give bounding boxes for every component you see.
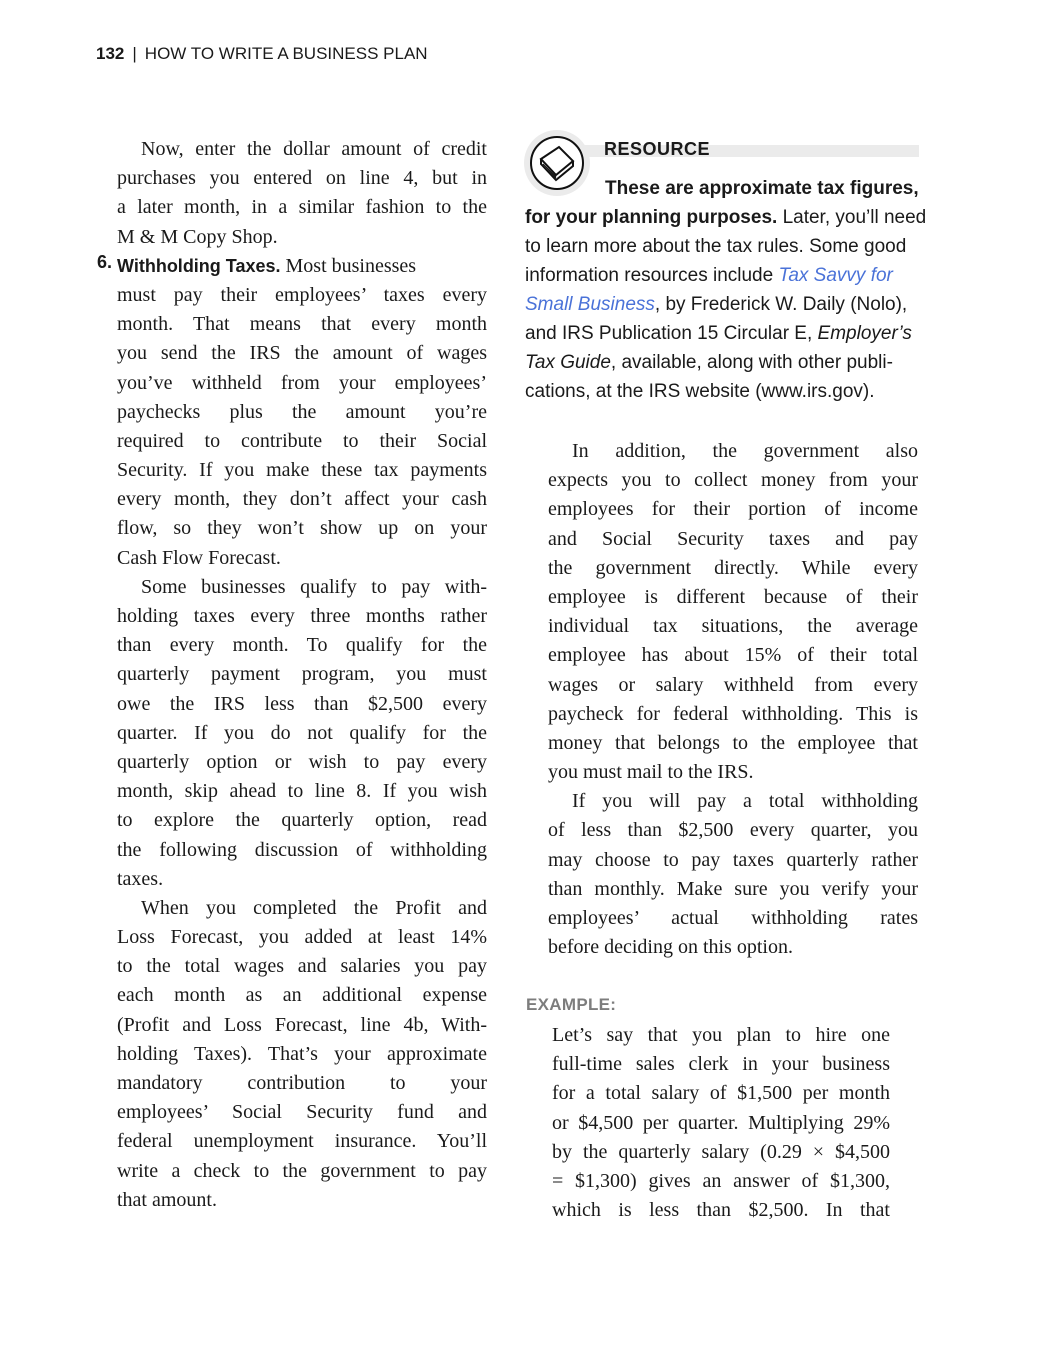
text-line: the following discussion of withholding — [117, 838, 487, 861]
text-line: owe the IRS less than $2,500 every — [117, 692, 487, 715]
text-line: employee has about 15% of their total — [548, 644, 918, 667]
text-line: Some businesses qualify to pay with- — [141, 575, 487, 598]
example-text — [552, 1021, 890, 1225]
text-line: expects you to collect money from your — [548, 469, 918, 492]
text-line: month, skip ahead to line 8. If you wish — [117, 780, 487, 803]
text-line: employee is different because of their — [548, 585, 918, 608]
text-line: federal unemployment insurance. You’ll — [117, 1130, 487, 1153]
text-line: you’ve withheld from your employees’ — [117, 371, 487, 394]
text-line: you must mail to the IRS. — [548, 761, 754, 784]
text-line: money that belongs to the employee that — [548, 731, 918, 754]
text-span: information resources include — [525, 265, 779, 286]
text-line: paychecks plus the amount you’re — [117, 400, 487, 423]
text-line: a later month, in a similar fashion to the — [117, 196, 487, 219]
text-span: to learn more about the tax rules. Some good — [525, 236, 907, 257]
text-line: which is less than $2,500. In that — [552, 1199, 890, 1222]
text-line: must pay their employees’ taxes every — [117, 283, 487, 306]
resource-text — [525, 174, 927, 406]
text-line: employees’ Social Security fund and — [117, 1101, 487, 1124]
book-title: HOW TO WRITE A BUSINESS PLAN — [144, 44, 428, 63]
text-span: Later, you’ll need — [777, 207, 927, 228]
resource-line — [525, 319, 912, 348]
text-line: to the total wages and salaries you pay — [117, 955, 487, 978]
text-line: of less than $2,500 every quarter, you — [548, 819, 918, 842]
text-line: month. That means that every month — [117, 313, 487, 336]
text-span: These are approximate tax figures, — [605, 178, 919, 199]
text-line: holding taxes every three months rather — [117, 605, 487, 627]
text-line: each month as an additional expense — [117, 984, 487, 1007]
text-span: Employer’s — [817, 323, 912, 344]
text-line: for a total salary of $1,500 per month — [552, 1082, 890, 1105]
text-line: may choose to pay taxes quarterly rather — [548, 848, 918, 871]
text-line: mandatory contribution to your — [117, 1072, 487, 1094]
text-line: If you will pay a total withholding — [572, 790, 918, 813]
book-title-link[interactable]: Tax Savvy for — [778, 265, 893, 286]
running-header — [96, 44, 428, 64]
book-title-link[interactable]: Small Business — [525, 294, 655, 315]
text-span: , available, along with other publi- — [610, 352, 893, 373]
text-line: required to contribute to their Social — [117, 429, 487, 452]
text-line: write a check to the government to pay — [117, 1159, 487, 1182]
text-line: individual tax situations, the average — [548, 615, 918, 638]
text-line: quarter. If you do not qualify for the — [117, 721, 487, 744]
resource-line — [525, 261, 909, 290]
resource-title: RESOURCE — [604, 139, 711, 159]
text-line: that amount. — [117, 1188, 217, 1211]
text-line: holding Taxes). That’s your approximate — [117, 1042, 487, 1065]
text-line: by the quarterly salary (0.29 × $4,500 — [552, 1140, 890, 1163]
text-line: paycheck for federal withholding. This is — [548, 702, 918, 725]
resource-line — [525, 232, 909, 261]
page-number: 132 — [96, 44, 125, 63]
resource-line — [525, 348, 909, 377]
text-span: and IRS Publication 15 Circular E, — [525, 323, 818, 344]
text-line: to explore the quarterly option, read — [117, 809, 487, 832]
text-line: employees’ actual withholding rates — [548, 907, 918, 929]
text-line: Now, enter the dollar amount of credit — [141, 138, 487, 160]
text-line: Security. If you make these tax payments — [117, 459, 487, 482]
text-line: the government directly. While every — [548, 556, 918, 579]
resource-line — [525, 377, 909, 406]
text-line: you send the IRS the amount of wages — [117, 342, 487, 365]
text-line: flow, so they won’t show up on your — [117, 517, 487, 540]
text-span: Tax Guide — [525, 352, 611, 373]
list-item-lead: Withholding Taxes. — [117, 255, 281, 276]
example-label: EXAMPLE: — [526, 995, 617, 1014]
text-line: Loss Forecast, you added at least 14% — [117, 926, 487, 949]
text-span: Most businesses — [280, 254, 417, 277]
header-separator: | — [132, 44, 137, 63]
text-span: , by Frederick W. Daily (Nolo), — [654, 294, 908, 315]
text-line: taxes. — [117, 867, 164, 890]
text-line: full-time sales clerk in your business — [552, 1053, 890, 1076]
text-line: or $4,500 per quarter. Multiplying 29% — [552, 1111, 890, 1134]
left-column — [97, 135, 487, 1215]
text-line: (Profit and Loss Forecast, line 4b, With- — [117, 1013, 487, 1036]
resource-line — [525, 203, 927, 232]
text-line: = $1,300) gives an answer of $1,300, — [552, 1169, 890, 1192]
text-line: and Social Security taxes and pay — [548, 527, 918, 550]
text-line: than monthly. Make sure you verify your — [548, 877, 918, 900]
text-line: quarterly option or wish to pay every — [117, 750, 487, 773]
text-span: cations, at the IRS website (www.irs.gov). — [525, 381, 875, 402]
text-line: Let’s say that you plan to hire one — [552, 1024, 890, 1046]
text-line: before deciding on this option. — [548, 936, 793, 959]
text-line: purchases you entered on line 4, but in — [117, 167, 487, 190]
text-line — [97, 251, 487, 281]
text-line: M & M Copy Shop. — [117, 225, 278, 248]
text-line: quarterly payment program, you must — [117, 663, 487, 686]
resource-line — [525, 290, 909, 319]
text-line: When you completed the Profit and — [141, 896, 487, 919]
right-column — [548, 437, 918, 962]
text-span: for your planning purposes. — [525, 207, 778, 228]
text-line: employees for their portion of income — [548, 498, 918, 521]
text-line: In addition, the government also — [572, 440, 918, 462]
list-number: 6. — [97, 251, 113, 272]
text-line: Cash Flow Forecast. — [117, 546, 281, 569]
resource-line — [525, 174, 919, 203]
text-line: wages or salary withheld from every — [548, 673, 918, 696]
text-line: than every month. To qualify for the — [117, 634, 487, 657]
text-line: every month, they don’t affect your cash — [117, 488, 487, 511]
